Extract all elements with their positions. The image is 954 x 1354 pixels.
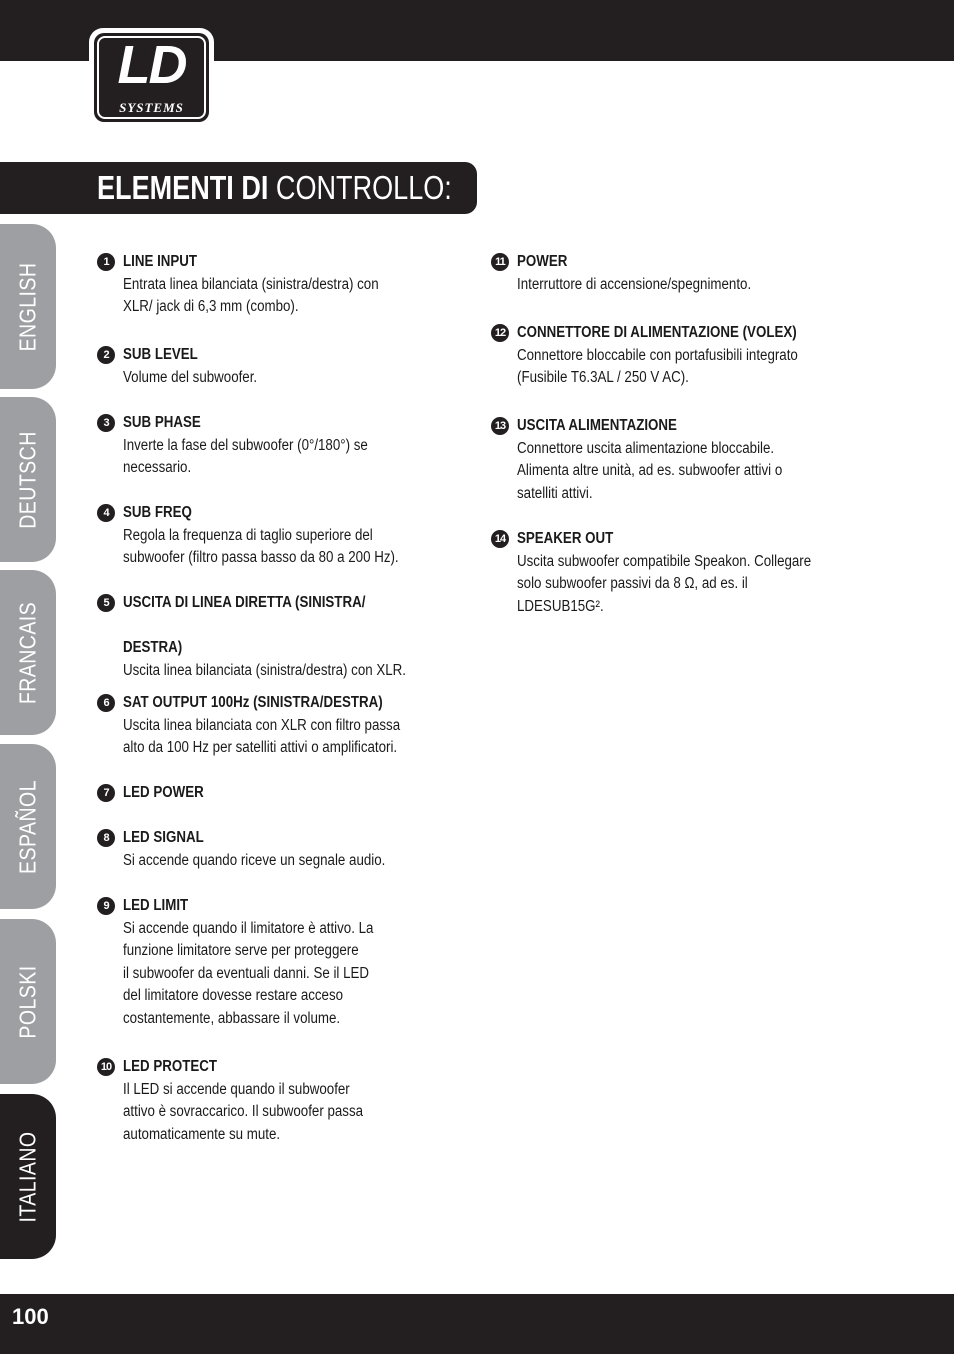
item-heading: LED PROTECT (123, 1058, 218, 1075)
item-description: Uscita linea bilanciata (sinistra/destra) con XLR. (123, 661, 407, 679)
item-number-badge: 4 (97, 504, 115, 522)
item-heading: LED POWER (123, 784, 204, 801)
control-item (97, 782, 523, 805)
tab-deutsch[interactable]: DEUTSCH (0, 397, 56, 562)
control-item (97, 344, 523, 389)
item-heading: USCITA DI LINEA DIRETTA (SINISTRA/ DESTRA) (123, 594, 366, 656)
control-item (491, 528, 917, 618)
item-heading: SPEAKER OUT (517, 530, 614, 547)
item-description: Inverte la fase del subwoofer (0°/180°) se necessario. (123, 436, 368, 476)
item-heading: POWER (517, 253, 568, 270)
item-heading: SUB LEVEL (123, 346, 198, 363)
item-number-badge: 11 (491, 253, 509, 271)
tab-francais[interactable]: FRANCAIS (0, 570, 56, 735)
logo-mark: LD (117, 35, 186, 95)
control-item (97, 412, 523, 480)
item-number-badge: 6 (97, 694, 115, 712)
item-heading: LED SIGNAL (123, 829, 204, 846)
control-item (97, 251, 523, 319)
control-item (491, 415, 917, 505)
item-number-badge: 9 (97, 897, 115, 915)
item-description: Uscita linea bilanciata con XLR con filtro passa alto da 100 Hz per satelliti attivi o amplificatori. (123, 716, 401, 756)
title-bar (0, 162, 477, 214)
tab-espanol[interactable]: ESPAÑOL (0, 744, 56, 909)
control-item (97, 827, 523, 872)
item-description: Il LED si accende quando il subwoofer attivo è sovraccarico. Il subwoofer passa automaticamente su mute. (123, 1080, 364, 1143)
item-number-badge: 14 (491, 530, 509, 548)
control-item (491, 322, 917, 390)
item-description: Entrata linea bilanciata (sinistra/destra) con XLR/ jack di 6,3 mm (combo). (123, 275, 379, 315)
item-description: Volume del subwoofer. (123, 368, 258, 386)
control-item (97, 592, 523, 682)
item-description: Uscita subwoofer compatibile Speakon. Collegare solo subwoofer passivi da 8 Ω, ad es. il LDESUB15G². (517, 552, 812, 615)
item-number-badge: 7 (97, 784, 115, 802)
item-number-badge: 8 (97, 829, 115, 847)
control-item (97, 502, 523, 570)
item-number-badge: 3 (97, 414, 115, 432)
page-title: ELEMENTI DI CONTROLLO: (97, 169, 452, 206)
control-item (97, 1056, 523, 1146)
bottom-bar (0, 1294, 954, 1354)
item-number-badge: 2 (97, 346, 115, 364)
item-heading: CONNETTORE DI ALIMENTAZIONE (VOLEX) (517, 324, 797, 341)
item-heading: LINE INPUT (123, 253, 198, 270)
item-description: Connettore uscita alimentazione bloccabile. Alimenta altre unità, ad es. subwoofer attivi o satelliti attivi. (517, 439, 783, 502)
item-number-badge: 10 (97, 1058, 115, 1076)
item-description: Connettore bloccabile con portafusibili integrato (Fusibile T6.3AL / 250 V AC). (517, 346, 798, 386)
page-number: 100 (12, 1304, 49, 1329)
tab-english[interactable]: ENGLISH (0, 224, 56, 389)
item-number-badge: 1 (97, 253, 115, 271)
item-heading: USCITA ALIMENTAZIONE (517, 417, 677, 434)
item-number-badge: 13 (491, 417, 509, 435)
ld-systems-logo (89, 28, 214, 127)
item-description: Regola la frequenza di taglio superiore del subwoofer (filtro passa basso da 80 a 200 Hz). (123, 526, 399, 566)
tab-polski[interactable]: POLSKI (0, 919, 56, 1084)
item-description: Si accende quando il limitatore è attivo. La funzione limitatore serve per proteggere il subwoofer da eventuali danni. Se il LED del limitatore dovesse restare acceso costantemente, abbassare il volume. (123, 919, 374, 1027)
item-heading: SUB FREQ (123, 504, 192, 521)
item-number-badge: 5 (97, 594, 115, 612)
control-item (97, 692, 523, 760)
tab-italiano[interactable]: ITALIANO (0, 1094, 56, 1259)
item-heading: LED LIMIT (123, 897, 189, 914)
item-number-badge: 12 (491, 324, 509, 342)
item-heading: SUB PHASE (123, 414, 201, 431)
control-item (491, 251, 917, 296)
item-description: Si accende quando riceve un segnale audio. (123, 851, 386, 869)
logo-subtitle: SYSTEMS (119, 100, 184, 115)
item-description: Interruttore di accensione/spegnimento. (517, 275, 752, 293)
item-heading: SAT OUTPUT 100Hz (SINISTRA/DESTRA) (123, 694, 383, 711)
control-item (97, 895, 523, 1030)
